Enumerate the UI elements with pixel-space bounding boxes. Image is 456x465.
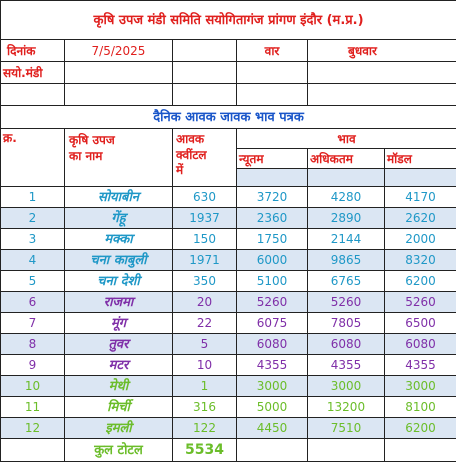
blank-cell bbox=[237, 439, 308, 462]
row-produce-name: मेथी bbox=[65, 376, 173, 397]
blank-cell bbox=[237, 62, 308, 84]
row-serial: 5 bbox=[1, 271, 65, 292]
row-modal-price: 8100 bbox=[385, 397, 456, 418]
row-arrival: 350 bbox=[173, 271, 237, 292]
row-min-price: 5260 bbox=[237, 292, 308, 313]
col-header-produce bbox=[65, 129, 173, 187]
row-min-price: 4355 bbox=[237, 355, 308, 376]
table-row bbox=[1, 334, 456, 355]
col-header-arrival-line3: में bbox=[176, 163, 184, 178]
row-modal-price: 2620 bbox=[385, 208, 456, 229]
sheet-subtitle: दैनिक आवक जावक भाव पत्रक bbox=[1, 106, 456, 129]
row-max-price: 2890 bbox=[308, 208, 385, 229]
table-row bbox=[1, 208, 456, 229]
table-row bbox=[1, 313, 456, 334]
row-produce-name: तुवर bbox=[65, 334, 173, 355]
row-serial: 4 bbox=[1, 250, 65, 271]
blank-cell bbox=[65, 84, 173, 106]
col-header-max: अधिकतम bbox=[308, 149, 385, 169]
col-header-produce-line2: का नाम bbox=[69, 149, 103, 164]
row-modal-price: 4170 bbox=[385, 187, 456, 208]
row-min-price: 2360 bbox=[237, 208, 308, 229]
row-produce-name: मूंग bbox=[65, 313, 173, 334]
row-produce-name: मिर्ची bbox=[65, 397, 173, 418]
total-arrival-value: 5534 bbox=[173, 439, 237, 462]
row-produce-name: इमली bbox=[65, 418, 173, 439]
date-label: दिनांक bbox=[1, 40, 65, 62]
row-produce-name: मटर bbox=[65, 355, 173, 376]
row-max-price: 13200 bbox=[308, 397, 385, 418]
table-row bbox=[1, 187, 456, 208]
col-header-arrival-line2: क्वींटल bbox=[176, 147, 207, 162]
row-min-price: 6080 bbox=[237, 334, 308, 355]
row-min-price: 1750 bbox=[237, 229, 308, 250]
day-value: बुधवार bbox=[308, 40, 456, 62]
blank-cell bbox=[1, 84, 65, 106]
row-max-price: 7805 bbox=[308, 313, 385, 334]
row-min-price: 5100 bbox=[237, 271, 308, 292]
row-max-price: 5260 bbox=[308, 292, 385, 313]
row-max-price: 4280 bbox=[308, 187, 385, 208]
row-serial: 6 bbox=[1, 292, 65, 313]
row-modal-price: 5260 bbox=[385, 292, 456, 313]
row-arrival: 5 bbox=[173, 334, 237, 355]
sheet-header-title: कृषि उपज मंडी समिति सयोगितागंज प्रांगण इंदौर (म.प्र.) bbox=[1, 1, 456, 40]
col-header-serial: क्र. bbox=[1, 129, 65, 187]
row-arrival: 316 bbox=[173, 397, 237, 418]
blank-cell bbox=[1, 439, 65, 462]
row-modal-price: 6200 bbox=[385, 418, 456, 439]
row-produce-name: चना देशी bbox=[65, 271, 173, 292]
col-header-modal: मॉडल bbox=[385, 149, 456, 169]
row-arrival: 10 bbox=[173, 355, 237, 376]
blank-cell bbox=[308, 84, 456, 106]
row-modal-price: 3000 bbox=[385, 376, 456, 397]
col-header-min: न्यूतम bbox=[237, 149, 308, 169]
col-header-produce-line1: कृषि उपज bbox=[69, 133, 115, 147]
col-header-price-group: भाव bbox=[237, 129, 456, 149]
blank-cell bbox=[237, 169, 308, 187]
row-max-price: 7510 bbox=[308, 418, 385, 439]
table-row bbox=[1, 355, 456, 376]
table-row bbox=[1, 397, 456, 418]
row-arrival: 22 bbox=[173, 313, 237, 334]
row-min-price: 4450 bbox=[237, 418, 308, 439]
blank-cell bbox=[173, 84, 237, 106]
day-label: वार bbox=[237, 40, 308, 62]
row-arrival: 630 bbox=[173, 187, 237, 208]
blank-cell bbox=[308, 62, 456, 84]
row-max-price: 9865 bbox=[308, 250, 385, 271]
table-row bbox=[1, 271, 456, 292]
row-produce-name: चना काबुली bbox=[65, 250, 173, 271]
row-modal-price: 6080 bbox=[385, 334, 456, 355]
table-row bbox=[1, 229, 456, 250]
blank-cell bbox=[308, 169, 385, 187]
row-min-price: 6075 bbox=[237, 313, 308, 334]
row-arrival: 20 bbox=[173, 292, 237, 313]
row-modal-price: 4355 bbox=[385, 355, 456, 376]
row-min-price: 6000 bbox=[237, 250, 308, 271]
row-produce-name: मक्का bbox=[65, 229, 173, 250]
total-label: कुल टोटल bbox=[65, 439, 173, 462]
row-serial: 3 bbox=[1, 229, 65, 250]
row-serial: 9 bbox=[1, 355, 65, 376]
blank-cell bbox=[173, 40, 237, 62]
blank-cell bbox=[173, 62, 237, 84]
row-modal-price: 8320 bbox=[385, 250, 456, 271]
row-arrival: 122 bbox=[173, 418, 237, 439]
row-min-price: 5000 bbox=[237, 397, 308, 418]
row-modal-price: 6200 bbox=[385, 271, 456, 292]
row-arrival: 150 bbox=[173, 229, 237, 250]
blank-cell bbox=[308, 439, 385, 462]
row-serial: 1 bbox=[1, 187, 65, 208]
mandi-label: सयो.मंडी bbox=[1, 62, 65, 84]
date-value: 7/5/2025 bbox=[65, 40, 173, 62]
row-min-price: 3000 bbox=[237, 376, 308, 397]
table-row bbox=[1, 376, 456, 397]
row-serial: 2 bbox=[1, 208, 65, 229]
row-modal-price: 6500 bbox=[385, 313, 456, 334]
row-max-price: 2144 bbox=[308, 229, 385, 250]
row-serial: 10 bbox=[1, 376, 65, 397]
blank-cell bbox=[385, 169, 456, 187]
blank-cell bbox=[65, 62, 173, 84]
row-serial: 12 bbox=[1, 418, 65, 439]
row-max-price: 3000 bbox=[308, 376, 385, 397]
row-arrival: 1937 bbox=[173, 208, 237, 229]
row-max-price: 4355 bbox=[308, 355, 385, 376]
blank-cell bbox=[385, 439, 456, 462]
row-serial: 8 bbox=[1, 334, 65, 355]
row-serial: 7 bbox=[1, 313, 65, 334]
table-row bbox=[1, 418, 456, 439]
table-row bbox=[1, 250, 456, 271]
row-min-price: 3720 bbox=[237, 187, 308, 208]
row-arrival: 1971 bbox=[173, 250, 237, 271]
col-header-arrival-line1: आवक bbox=[176, 132, 205, 146]
row-max-price: 6765 bbox=[308, 271, 385, 292]
row-serial: 11 bbox=[1, 397, 65, 418]
col-header-arrival bbox=[173, 129, 237, 187]
row-max-price: 6080 bbox=[308, 334, 385, 355]
table-row bbox=[1, 292, 456, 313]
blank-cell bbox=[237, 84, 308, 106]
row-arrival: 1 bbox=[173, 376, 237, 397]
row-produce-name: सोयाबीन bbox=[65, 187, 173, 208]
row-modal-price: 2000 bbox=[385, 229, 456, 250]
row-produce-name: राजमा bbox=[65, 292, 173, 313]
row-produce-name: गेंहू bbox=[65, 208, 173, 229]
